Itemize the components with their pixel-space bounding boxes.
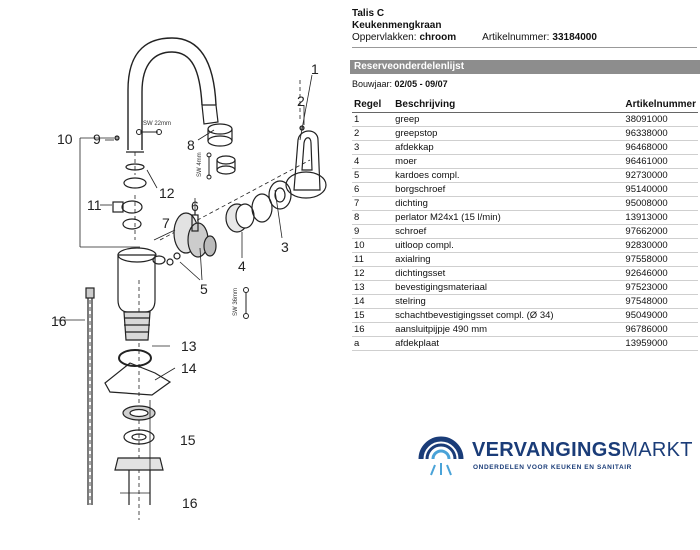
callout-5: 5 xyxy=(200,281,208,297)
cell-artikelnummer: 97523000 xyxy=(623,281,698,295)
table-row xyxy=(352,309,698,323)
cover-cap-part xyxy=(269,181,291,209)
table-row xyxy=(352,323,698,337)
cell-regel: 10 xyxy=(352,239,393,253)
cell-regel: 11 xyxy=(352,253,393,267)
cell-beschrijving: borgschroef xyxy=(393,183,623,197)
brand-name: VERVANGINGSMARKT xyxy=(472,439,693,461)
cell-regel: 3 xyxy=(352,141,393,155)
cell-regel: 13 xyxy=(352,281,393,295)
article-value: 33184000 xyxy=(552,32,597,43)
cell-regel: 5 xyxy=(352,169,393,183)
cell-beschrijving: greepstop xyxy=(393,127,623,141)
product-meta xyxy=(352,32,597,43)
cell-regel: 7 xyxy=(352,197,393,211)
table-row xyxy=(352,225,698,239)
axial-ring-part xyxy=(113,201,142,229)
cell-artikelnummer: 96461000 xyxy=(623,155,698,169)
cell-regel: 6 xyxy=(352,183,393,197)
ring-13 xyxy=(119,350,151,366)
cell-artikelnummer: 96786000 xyxy=(623,323,698,337)
cell-artikelnummer: 97558000 xyxy=(623,253,698,267)
wrench-label-22: SW 22mm xyxy=(143,121,172,127)
cell-artikelnummer: 95140000 xyxy=(623,183,698,197)
callout-16-bottom: 16 xyxy=(182,495,198,511)
surface-label: Oppervlakken: xyxy=(352,32,417,43)
tap-body xyxy=(118,248,165,340)
section-header: Reserveonderdelenlijst xyxy=(350,60,700,74)
cell-beschrijving: afdekkap xyxy=(393,141,623,155)
table-row xyxy=(352,295,698,309)
wrench-label-36: SW 36mm xyxy=(233,287,239,316)
surface-value: chroom xyxy=(419,32,457,43)
cell-regel: 4 xyxy=(352,155,393,169)
cell-beschrijving: afdekplaat xyxy=(393,337,623,351)
cell-beschrijving: dichting xyxy=(393,197,623,211)
table-row xyxy=(352,253,698,267)
wrench-label-4: SW 4mm xyxy=(197,152,203,177)
callout-14: 14 xyxy=(181,360,197,376)
cell-artikelnummer: 13959000 xyxy=(623,337,698,351)
table-header-row xyxy=(352,96,698,113)
cell-regel: 16 xyxy=(352,323,393,337)
build-value: 02/05 - 09/07 xyxy=(394,79,448,89)
cell-beschrijving: dichtingsset xyxy=(393,267,623,281)
cell-beschrijving: stelring xyxy=(393,295,623,309)
column-header-artikelnummer: Artikelnummer xyxy=(623,96,698,113)
connection-pipe xyxy=(86,288,94,505)
callout-1: 1 xyxy=(311,61,319,77)
cell-artikelnummer: 97548000 xyxy=(623,295,698,309)
callout-3: 3 xyxy=(281,239,289,255)
cell-regel: 14 xyxy=(352,295,393,309)
table-row xyxy=(352,267,698,281)
column-header-beschrijving: Beschrijving xyxy=(393,96,623,113)
table-row xyxy=(352,281,698,295)
nut-part xyxy=(226,204,254,232)
callout-7: 7 xyxy=(162,215,170,231)
cell-artikelnummer: 97662000 xyxy=(623,225,698,239)
table-row xyxy=(352,141,698,155)
table-row xyxy=(352,197,698,211)
cell-regel: 8 xyxy=(352,211,393,225)
header-divider xyxy=(352,47,697,48)
table-row xyxy=(352,337,698,351)
cell-beschrijving: aansluitpijpje 490 mm xyxy=(393,323,623,337)
table-row xyxy=(352,155,698,169)
table-row xyxy=(352,169,698,183)
column-header-regel: Regel xyxy=(352,96,393,113)
callout-8: 8 xyxy=(187,137,195,153)
build-years xyxy=(352,79,448,89)
cell-regel: 2 xyxy=(352,127,393,141)
callout-9: 9 xyxy=(93,131,101,147)
build-label: Bouwjaar: xyxy=(352,79,393,89)
cell-beschrijving: moer xyxy=(393,155,623,169)
cell-beschrijving: schroef xyxy=(393,225,623,239)
exploded-parts-diagram xyxy=(0,0,345,550)
table-row xyxy=(352,183,698,197)
table-row xyxy=(352,113,698,127)
article-label: Artikelnummer: xyxy=(482,32,550,43)
wrench-icon xyxy=(244,288,249,319)
wrench-icon xyxy=(207,153,211,179)
logo-mark-icon xyxy=(415,433,467,481)
mounting-plate xyxy=(105,363,170,395)
callout-13: 13 xyxy=(181,338,197,354)
brand-tagline: ONDERDELEN VOOR KEUKEN EN SANITAIR xyxy=(473,464,632,471)
cell-beschrijving: axialring xyxy=(393,253,623,267)
callout-10: 10 xyxy=(57,131,73,147)
callout-6: 6 xyxy=(191,198,199,214)
cell-artikelnummer: 92730000 xyxy=(623,169,698,183)
cell-beschrijving: bevestigingsmateriaal xyxy=(393,281,623,295)
cell-beschrijving: uitloop compl. xyxy=(393,239,623,253)
cell-beschrijving: kardoes compl. xyxy=(393,169,623,183)
callout-15: 15 xyxy=(180,432,196,448)
wrench-icon xyxy=(137,130,162,135)
cell-beschrijving: greep xyxy=(393,113,623,127)
table-row xyxy=(352,211,698,225)
cell-artikelnummer: 38091000 xyxy=(623,113,698,127)
cell-artikelnummer: 92646000 xyxy=(623,267,698,281)
cell-beschrijving: schachtbevestigingsset compl. (Ø 34) xyxy=(393,309,623,323)
callout-4: 4 xyxy=(238,258,246,274)
callout-16-left: 16 xyxy=(51,313,67,329)
cell-artikelnummer: 96338000 xyxy=(623,127,698,141)
callout-12: 12 xyxy=(159,185,175,201)
callout-2: 2 xyxy=(297,93,305,109)
cell-artikelnummer: 95049000 xyxy=(623,309,698,323)
table-row xyxy=(352,239,698,253)
cell-regel: 15 xyxy=(352,309,393,323)
cell-regel: 9 xyxy=(352,225,393,239)
product-title: Talis C xyxy=(352,8,385,19)
cell-regel: 1 xyxy=(352,113,393,127)
cell-artikelnummer: 95008000 xyxy=(623,197,698,211)
cell-regel: 12 xyxy=(352,267,393,281)
brand-logo xyxy=(415,433,693,483)
cell-regel: a xyxy=(352,337,393,351)
cell-artikelnummer: 96468000 xyxy=(623,141,698,155)
cell-beschrijving: perlator M24x1 (15 l/min) xyxy=(393,211,623,225)
callout-11: 11 xyxy=(87,197,102,213)
cell-artikelnummer: 13913000 xyxy=(623,211,698,225)
handle-part xyxy=(286,131,326,198)
cell-artikelnummer: 92830000 xyxy=(623,239,698,253)
parts-table xyxy=(352,96,698,351)
product-subtitle: Keukenmengkraan xyxy=(352,20,442,31)
table-row xyxy=(352,127,698,141)
